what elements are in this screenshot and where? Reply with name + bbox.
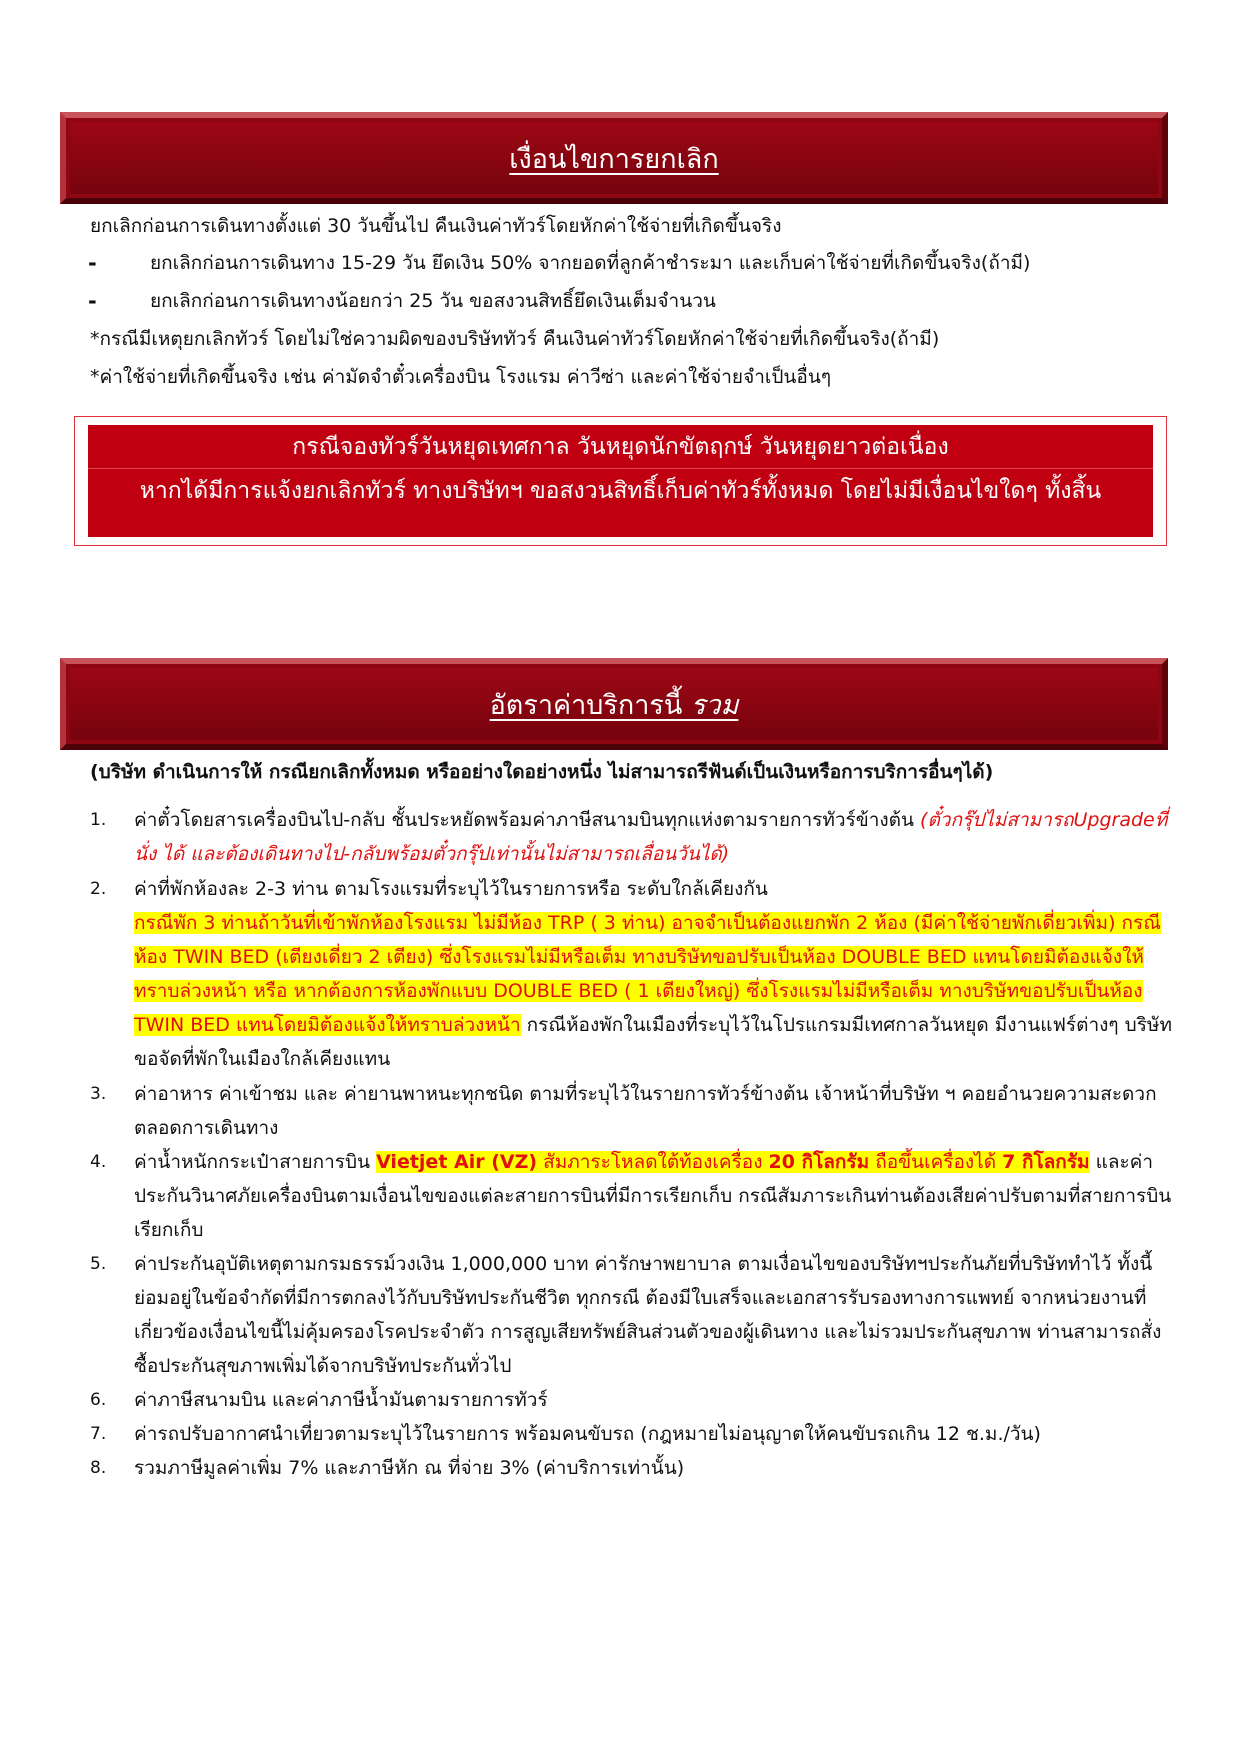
included-note: (บริษัท ดำเนินการให้ กรณียกเลิกทั้งหมด หรืออย่างใดอย่างหนึ่ง ไม่สามารถรีฟันด์เป็นเงินหรือการบริการอื่นๆได้) xyxy=(90,761,994,783)
included-item-3: ค่าอาหาร ค่าเข้าชม และ ค่ายานพาหนะทุกชนิด ตามที่ระบุไว้ในรายการทัวร์ข้างต้น เจ้าหน้าที่บริษัท ฯ คอยอำนวยความสะดวกตลอดการเดินทาง xyxy=(134,1083,1157,1139)
holiday-alert-panel xyxy=(88,425,1153,537)
included-item-6: ค่าภาษีสนามบิน และค่าภาษีน้ำมันตามรายการทัวร์ xyxy=(134,1389,548,1411)
holiday-alert-line-2: หากได้มีการแจ้งยกเลิกทัวร์ ทางบริษัทฯ ขอสงวนสิทธิ์เก็บค่าทัวร์ทั้งหมด โดยไม่มีเงื่อนไขใดๆ ทั้งสิ้น xyxy=(139,478,1102,504)
cancel-line-1: ยกเลิกก่อนการเดินทางตั้งแต่ 30 วันขึ้นไป คืนเงินค่าทัวร์โดยหักค่าใช้จ่ายที่เกิดขึ้นจริง xyxy=(90,215,782,237)
item-number: 4. xyxy=(90,1152,107,1172)
banner-inner xyxy=(70,122,1158,194)
item-number: 1. xyxy=(90,810,107,830)
item-number: 6. xyxy=(90,1390,107,1410)
included-title-banner xyxy=(60,658,1168,750)
cancel-bullet-1: ยกเลิกก่อนการเดินทาง 15-29 วัน ยึดเงิน 50% จากยอดที่ลูกค้าชำระมา และเก็บค่าใช้จ่ายที่เกิดขึ้นจริง(ถ้ามี) xyxy=(150,252,1031,274)
included-item-1: ค่าตั๋วโดยสารเครื่องบินไป-กลับ ชั้นประหยัดพร้อมค่าภาษีสนามบินทุกแห่งตามรายการทัวร์ข้างต้น (ตั๋วกรุ๊ปไม่สามารถUpgradeที่นั่ง ได้ และต้องเดินทางไป-กลับพร้อมตั๋วกรุ๊ปเท่านั้นไม่สามารถเลื่อนวันได้) xyxy=(134,809,1168,865)
item-number: 2. xyxy=(90,879,107,899)
included-item-7: ค่ารถปรับอากาศนำเที่ยวตามระบุไว้ในรายการ พร้อมคนขับรถ (กฎหมายไม่อนุญาตให้คนขับรถเกิน 12 ช.ม./วัน) xyxy=(134,1423,1041,1445)
cancel-title-banner xyxy=(60,112,1168,204)
item-number: 3. xyxy=(90,1084,107,1104)
included-item-2: ค่าที่พักห้องละ 2-3 ท่าน ตามโรงแรมที่ระบุไว้ในรายการหรือ ระดับใกล้เคียงกัน กรณีพัก 3 ท่านถ้าวันที่เข้าพักห้องโรงแรม ไม่มีห้อง TRP ( 3 ท่าน) อาจจำเป็นต้องแยกพัก 2 ห้อง (มีค่าใช้จ่ายพักเดี่ยวเพิ่ม) กรณีห้อง TWIN BED (เตียงเดี่ยว 2 เตียง) ซึ่งโรงแรมไม่มีหรือเต็ม ทางบริษัทขอปรับเป็นห้อง DOUBLE BED แทนโดยมิต้องแจ้งให้ทราบล่วงหน้า หรือ หากต้องการห้องพักแบบ DOUBLE BED ( 1 เตียงใหญ่) ซึ่งโรงแรมไม่มีหรือเต็ม ทางบริษัทขอปรับเป็นห้อง TWIN BED แทนโดยมิต้องแจ้งให้ทราบล่วงหน้า กรณีห้องพักในเมืองที่ระบุไว้ในโปรแกรมมีเทศกาลวันหยุด มีงานแฟร์ต่างๆ บริษัทขอจัดที่พักในเมืองใกล้เคียงแทน xyxy=(134,878,1172,1070)
item-number: 8. xyxy=(90,1458,107,1478)
item-number: 7. xyxy=(90,1424,107,1444)
bullet-dash-2: - xyxy=(88,289,97,313)
alert-divider xyxy=(88,468,1153,469)
holiday-alert-line-1: กรณีจองทัวร์วันหยุดเทศกาล วันหยุดนักขัตฤกษ์ วันหยุดยาวต่อเนื่อง xyxy=(292,434,949,460)
included-item-4: ค่าน้ำหนักกระเป๋าสายการบิน Vietjet Air (VZ) สัมภาระโหลดใต้ท้องเครื่อง 20 กิโลกรัม ถือขึ้นเครื่องได้ 7 กิโลกรัม และค่าประกันวินาศภัยเครื่องบินตามเงื่อนไขของแต่ละสายการบินที่มีการเรียกเก็บ กรณีสัมภาระเกินท่านต้องเสียค่าปรับตามที่สายการบินเรียกเก็บ xyxy=(134,1151,1172,1241)
banner-inner xyxy=(70,668,1158,740)
cancel-note-2: *ค่าใช้จ่ายที่เกิดขึ้นจริง เช่น ค่ามัดจำตั๋วเครื่องบิน โรงแรม ค่าวีซ่า และค่าใช้จ่ายจำเป็นอื่นๆ xyxy=(90,366,832,388)
included-item-5: ค่าประกันอุบัติเหตุตามกรมธรรม์วงเงิน 1,000,000 บาท ค่ารักษาพยาบาล ตามเงื่อนไขของบริษัทฯประกันภัยที่บริษัททำไว้ ทั้งนี้ย่อมอยู่ในข้อจำกัดที่มีการตกลงไว้กับบริษัทประกันชีวิต ทุกกรณี ต้องมีใบเสร็จและเอกสารรับรองทางการแพทย์ จากหน่วยงานที่เกี่ยวข้องเงื่อนไขนี้ไม่คุ้มครองโรคประจำตัว การสูญเสียทรัพย์สินส่วนตัวของผู้เดินทาง และไม่รวมประกันสุขภาพ ท่านสามารถสั่งซื้อประกันสุขภาพเพิ่มได้จากบริษัทประกันทั่วไป xyxy=(134,1253,1162,1377)
cancel-title: เงื่อนไขการยกเลิก xyxy=(509,143,719,175)
cancel-bullet-2: ยกเลิกก่อนการเดินทางน้อยกว่า 25 วัน ขอสงวนสิทธิ์ยึดเงินเต็มจำนวน xyxy=(150,290,716,312)
included-title: อัตราค่าบริการนี้ รวม xyxy=(489,689,739,721)
included-item-8: รวมภาษีมูลค่าเพิ่ม 7% และภาษีหัก ณ ที่จ่าย 3% (ค่าบริการเท่านั้น) xyxy=(134,1457,685,1479)
holiday-alert-box xyxy=(74,416,1167,546)
item-number: 5. xyxy=(90,1254,107,1274)
cancel-note-1: *กรณีมีเหตุยกเลิกทัวร์ โดยไม่ใช่ความผิดของบริษัททัวร์ คืนเงินค่าทัวร์โดยหักค่าใช้จ่ายที่เกิดขึ้นจริง(ถ้ามี) xyxy=(90,328,940,350)
bullet-dash-1: - xyxy=(88,251,97,275)
